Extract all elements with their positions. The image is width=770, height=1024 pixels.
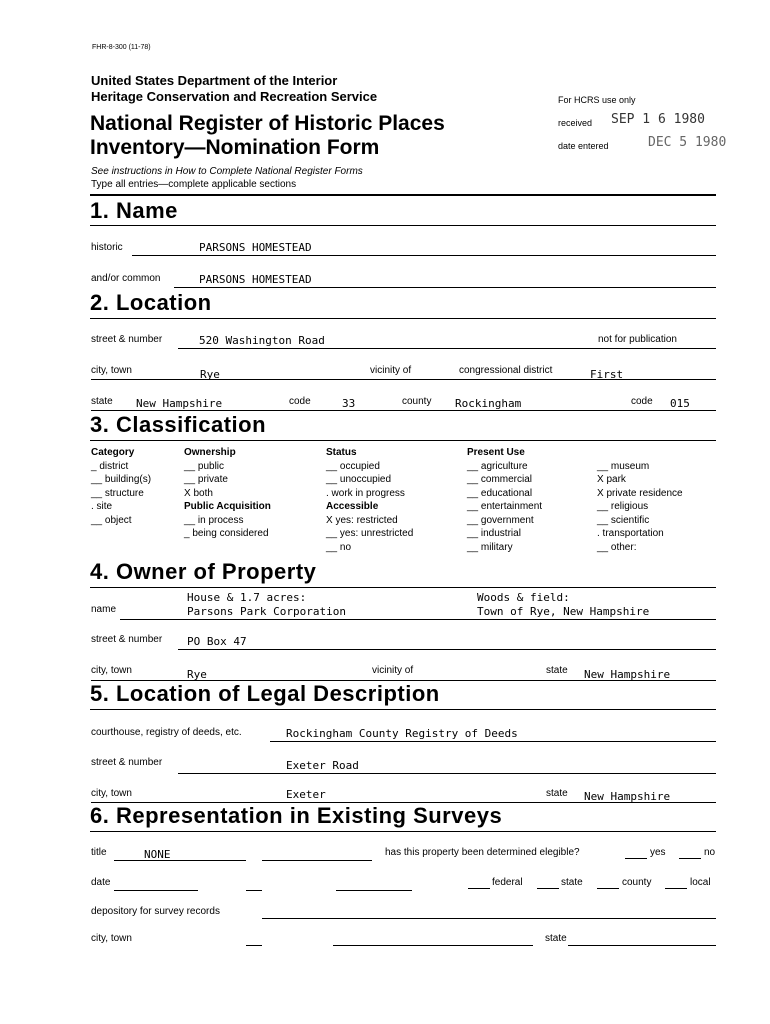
survey-local[interactable]: local: [690, 877, 711, 888]
present-use-item[interactable]: __ entertainment: [467, 501, 543, 512]
present-use-item[interactable]: __ other:: [597, 541, 637, 553]
section-rule: [90, 831, 716, 832]
checkbox-line: [625, 858, 647, 859]
ownership-item[interactable]: __ private: [184, 474, 228, 485]
historic-label: historic: [91, 242, 123, 253]
congressional-district-value[interactable]: First: [590, 368, 624, 381]
present-use-item[interactable]: __ museum: [597, 460, 650, 472]
owner-woods-value[interactable]: Town of Rye, New Hampshire: [477, 605, 650, 618]
survey-federal[interactable]: federal: [492, 877, 523, 888]
agency-line2: Heritage Conservation and Recreation Service: [91, 89, 378, 104]
present-use-item[interactable]: __ scientific: [597, 514, 650, 526]
present-use-item[interactable]: __ industrial: [467, 528, 521, 539]
accessible-item[interactable]: X yes: restricted: [326, 514, 398, 526]
field-line: [246, 945, 262, 946]
field-line: [114, 860, 246, 861]
field-line: [174, 287, 716, 288]
location-vicinity-label: vicinity of: [370, 365, 412, 376]
present-use-column: [467, 446, 542, 554]
accessible-item[interactable]: __ yes: unrestricted: [326, 528, 414, 539]
category-item[interactable]: __ building(s): [91, 474, 152, 485]
category-item[interactable]: __ object: [91, 514, 132, 526]
present-use-item[interactable]: X park: [597, 474, 626, 485]
section-rule: [90, 440, 716, 441]
legal-state-value[interactable]: New Hampshire: [584, 790, 671, 803]
owner-state-value[interactable]: New Hampshire: [584, 668, 671, 681]
location-street-label: street & number: [91, 334, 163, 345]
owner-street-label: street & number: [91, 634, 163, 645]
field-line: [132, 255, 716, 256]
location-state-label: state: [91, 396, 113, 407]
location-city-label: city, town: [91, 365, 132, 376]
present-use-item[interactable]: __ military: [467, 541, 513, 553]
present-use-item[interactable]: __ religious: [597, 501, 649, 512]
category-item[interactable]: . site: [91, 501, 113, 512]
present-use-item[interactable]: __ commercial: [467, 474, 533, 485]
legal-city-label: city, town: [91, 788, 132, 799]
field-line: [91, 379, 716, 380]
ownership-item[interactable]: X both: [184, 487, 213, 499]
acquisition-item[interactable]: __ in process: [184, 514, 244, 526]
status-item[interactable]: __ unoccupied: [326, 474, 392, 485]
present-use-item[interactable]: X private residence: [597, 487, 683, 499]
owner-state-label: state: [546, 665, 568, 676]
section-rule: [90, 587, 716, 588]
status-item[interactable]: __ occupied: [326, 460, 380, 472]
present-use-item[interactable]: __ government: [467, 514, 534, 526]
ownership-header: Ownership: [184, 447, 236, 458]
not-for-publication: not for publication: [598, 334, 677, 345]
section-3-heading: 3. Classification: [90, 412, 267, 437]
acquisition-item[interactable]: _ being considered: [184, 528, 269, 539]
legal-street-label: street & number: [91, 757, 163, 768]
present-use-item[interactable]: __ agriculture: [467, 460, 528, 472]
owner-name-note: House & 1.7 acres:: [187, 591, 307, 604]
instructions-line2: Type all entries—complete applicable sections: [91, 179, 297, 190]
survey-title-value[interactable]: NONE: [144, 848, 171, 861]
field-line: [568, 945, 716, 946]
date-entered-stamp: DEC 5 1980: [648, 135, 727, 150]
received-stamp: SEP 1 6 1980: [611, 112, 705, 127]
section-5-heading: 5. Location of Legal Description: [90, 681, 440, 706]
legal-state-label: state: [546, 788, 568, 799]
date-entered-label: date entered: [558, 141, 609, 151]
agency-line1: United States Department of the Interior: [91, 73, 338, 88]
present-use-column-2: [597, 460, 683, 555]
survey-date-label: date: [91, 877, 111, 888]
survey-city-label: city, town: [91, 933, 132, 944]
category-item[interactable]: __ structure: [91, 487, 144, 499]
common-value[interactable]: PARSONS HOMESTEAD: [199, 273, 312, 286]
present-use-item[interactable]: __ educational: [467, 487, 533, 499]
page-title-line2: Inventory—Nomination Form: [90, 136, 380, 159]
location-code-label: code: [289, 396, 311, 407]
survey-county[interactable]: county: [622, 877, 652, 888]
owner-city-value[interactable]: Rye: [187, 668, 207, 681]
checkbox-line: [679, 858, 701, 859]
section-2-heading: 2. Location: [90, 290, 212, 315]
location-state-value[interactable]: New Hampshire: [136, 397, 223, 410]
category-column: [91, 446, 151, 527]
field-line: [246, 890, 262, 891]
field-line: [270, 741, 716, 742]
survey-state-label: state: [545, 933, 567, 944]
present-use-header: Present Use: [467, 447, 525, 458]
ownership-item[interactable]: __ public: [184, 460, 225, 472]
eligible-no[interactable]: no: [704, 847, 716, 858]
field-line: [120, 619, 716, 620]
status-column: [326, 446, 413, 554]
congressional-district-label: congressional district: [459, 365, 553, 376]
historic-value[interactable]: PARSONS HOMESTEAD: [199, 241, 312, 254]
office-use-header: For HCRS use only: [558, 95, 636, 105]
field-line: [178, 649, 716, 650]
location-street-value[interactable]: 520 Washington Road: [199, 334, 325, 347]
field-line: [114, 890, 198, 891]
field-line: [91, 410, 716, 411]
status-header: Status: [326, 447, 357, 458]
category-item[interactable]: _ district: [91, 460, 129, 472]
location-county-label: county: [402, 396, 432, 407]
checkbox-line: [468, 888, 490, 889]
checkbox-line: [597, 888, 619, 889]
owner-woods-note: Woods & field:: [477, 591, 570, 604]
received-label: received: [558, 118, 593, 128]
category-header: Category: [91, 447, 135, 458]
form-number: FHR-8-300 (11-78): [92, 44, 151, 51]
public-acquisition-header: Public Acquisition: [184, 501, 271, 512]
page-title-line1: National Register of Historic Places: [90, 112, 445, 135]
field-line: [262, 860, 372, 861]
present-use-item[interactable]: . transportation: [597, 528, 664, 539]
owner-street-value[interactable]: PO Box 47: [187, 635, 247, 648]
status-item[interactable]: . work in progress: [326, 487, 405, 499]
field-line: [178, 348, 716, 349]
section-6-heading: 6. Representation in Existing Surveys: [90, 803, 503, 828]
location-county-value[interactable]: Rockingham: [455, 397, 522, 410]
checkbox-line: [665, 888, 687, 889]
legal-street-value[interactable]: Exeter Road: [286, 759, 359, 772]
eligible-yes[interactable]: yes: [650, 847, 666, 858]
checkbox-line: [537, 888, 559, 889]
survey-state[interactable]: state: [561, 877, 583, 888]
location-code2-value[interactable]: 015: [670, 397, 690, 410]
section-rule: [90, 225, 716, 226]
field-line: [178, 773, 716, 774]
owner-name-label: name: [91, 604, 117, 615]
instructions-line1: See instructions in How to Complete National Register Forms: [91, 166, 363, 177]
legal-city-value[interactable]: Exeter: [286, 788, 326, 801]
field-line: [262, 918, 716, 919]
legal-courthouse-value[interactable]: Rockingham County Registry of Deeds: [286, 727, 518, 740]
section-1-heading: 1. Name: [90, 198, 178, 223]
location-city-value[interactable]: Rye: [200, 368, 220, 381]
survey-title-label: title: [91, 847, 107, 858]
owner-city-label: city, town: [91, 665, 132, 676]
eligible-question: has this property been determined elegible?: [385, 847, 580, 858]
owner-vicinity-label: vicinity of: [372, 665, 414, 676]
accessible-header: Accessible: [326, 501, 379, 512]
location-code-value[interactable]: 33: [342, 397, 356, 410]
owner-name-value[interactable]: Parsons Park Corporation: [187, 605, 346, 618]
field-line: [336, 890, 412, 891]
section-rule: [90, 318, 716, 319]
ownership-column: [184, 446, 271, 541]
section-rule: [90, 194, 716, 196]
section-rule: [90, 709, 716, 710]
location-code2-label: code: [631, 396, 653, 407]
legal-courthouse-label: courthouse, registry of deeds, etc.: [91, 727, 242, 738]
common-label: and/or common: [91, 273, 161, 284]
accessible-item[interactable]: __ no: [326, 541, 352, 553]
depository-label: depository for survey records: [91, 906, 220, 917]
field-line: [333, 945, 533, 946]
section-4-heading: 4. Owner of Property: [90, 559, 317, 584]
